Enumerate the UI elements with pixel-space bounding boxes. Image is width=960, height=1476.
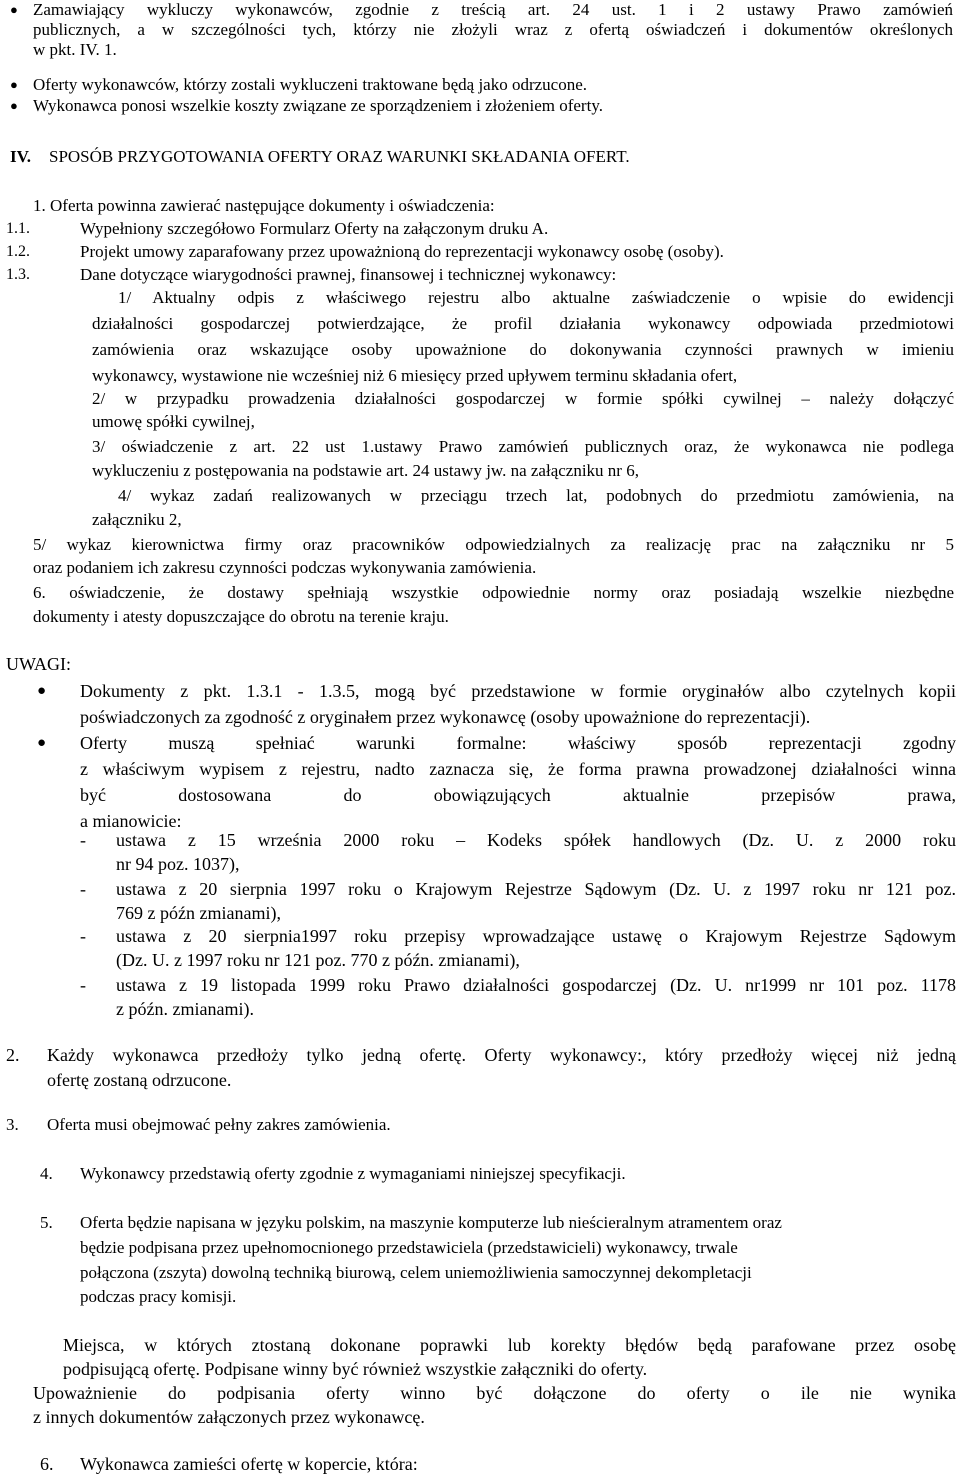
point-number: 4. — [40, 1164, 53, 1183]
uwagi-heading: UWAGI: — [6, 654, 71, 674]
text-line: ustawa z 20 sierpnia1997 roku przepisy wprowadzające ustawę o Krajowym Rejestrze Sądowym — [116, 926, 956, 946]
point-number: 3. — [6, 1115, 19, 1134]
text-line: ustawa z 15 września 2000 roku – Kodeks spółek handlowych (Dz. U. z 2000 roku — [116, 830, 956, 850]
item-text: Dane dotyczące wiarygodności prawnej, finansowej i technicznej wykonawcy: — [80, 265, 617, 284]
subitem-line: 3/ oświadczenie z art. 22 ust 1.ustawy Prawo zamówień publicznych oraz, że wykonawca nie podlega — [92, 437, 954, 456]
bullet-dot: ● — [10, 98, 18, 113]
subitem-line: zamówienia oraz wskazujące osoby upoważnione do dokonywania czynności prawnych w imieniu — [92, 340, 954, 359]
text-line: Upoważnienie do podpisania oferty winno być dołączone do oferty o ile nie wynika — [33, 1383, 956, 1403]
text-line: Oferta musi obejmować pełny zakres zamówienia. — [47, 1115, 391, 1134]
section-title: SPOSÓB PRZYGOTOWANIA OFERTY ORAZ WARUNKI SKŁADANIA OFERT. — [49, 147, 630, 166]
text-line: być dostosowana do obowiązujących aktualnie przepisów prawa, — [80, 785, 956, 805]
dash-marker: - — [80, 975, 86, 995]
text-line: ofertę zostaną odrzucone. — [47, 1070, 232, 1090]
text-line: z innych dokumentów załączonych przez wykonawcę. — [33, 1407, 425, 1427]
bullet-dot: ● — [10, 2, 18, 17]
text-line: Oferty wykonawców, którzy zostali wykluczeni traktowane będą jako odrzucone. — [33, 75, 588, 94]
bullet-dot: ● — [10, 77, 18, 92]
dash-marker: - — [80, 926, 86, 946]
text-line: Wykonawca ponosi wszelkie koszty związane ze sporządzeniem i złożeniem oferty. — [33, 96, 603, 115]
text-line: połączona (zszyta) dowolną techniką biurową, celem uniemożliwienia samoczynnej dekompletacji — [80, 1263, 752, 1282]
subitem-line: 5/ wykaz kierownictwa firmy oraz pracowników odpowiedzialnych za realizację prac na załączniku nr 5 — [33, 535, 954, 554]
subitem-line: oraz podaniem ich zakresu czynności podczas wykonywania zamówienia. — [33, 558, 537, 577]
point-number: 2. — [6, 1045, 20, 1065]
dash-marker: - — [80, 879, 86, 899]
text-line: Zamawiający wykluczy wykonawców, zgodnie z treścią art. 24 ust. 1 i 2 ustawy Prawo zamówień — [33, 0, 953, 19]
item-number: 1.2. — [6, 243, 30, 260]
text-line: podczas pracy komisji. — [80, 1287, 237, 1306]
text-line: Miejsca, w których ztostaną dokonane poprawki lub korekty błędów będą parafowane przez osobę — [63, 1335, 956, 1355]
text-line: w pkt. IV. 1. — [33, 40, 117, 59]
text-line: ustawa z 19 listopada 1999 roku Prawo działalności gospodarczej (Dz. U. nr1999 nr 101 poz. 1178 — [116, 975, 956, 995]
text-line: Dokumenty z pkt. 1.3.1 - 1.3.5, mogą być przedstawione w formie oryginałów albo czytelnych kopii — [80, 681, 956, 701]
point-intro: 1. Oferta powinna zawierać następujące dokumenty i oświadczenia: — [33, 196, 495, 215]
item-number: 1.3. — [6, 266, 30, 283]
text-line: nr 94 poz. 1037), — [116, 854, 240, 874]
subitem-line: wykonawcy, wystawione nie wcześniej niż 6 miesięcy przed upływem terminu składania ofert, — [92, 366, 738, 385]
text-line: Wykonawca zamieści ofertę w kopercie, która: — [80, 1454, 418, 1474]
text-line: Wykonawcy przedstawią oferty zgodnie z wymaganiami niniejszej specyfikacji. — [80, 1164, 626, 1183]
text-line: a mianowicie: — [80, 811, 182, 831]
item-text: Wypełniony szczegółowo Formularz Oferty na załączonym druku A. — [80, 219, 549, 238]
text-line: Oferty muszą spełniać warunki formalne: właściwy sposób reprezentacji zgodny — [80, 733, 956, 753]
text-line: ustawa z 20 sierpnia 1997 roku o Krajowym Rejestrze Sądowym (Dz. U. z 1997 roku nr 121 poz. — [116, 879, 956, 899]
bullet-dot: ● — [37, 683, 47, 699]
subitem-line: działalności gospodarczej potwierdzające, że profil działania wykonawcy odpowiada przedmiotowi — [92, 314, 954, 333]
section-number: IV. — [10, 147, 31, 166]
subitem-line: 2/ w przypadku prowadzenia działalności gospodarczej w formie spółki cywilnej – należy dołączyć — [92, 389, 954, 408]
text-line: publicznych, a w szczególności tych, którzy nie złożyli wraz z ofertą oświadczeń i dokumentów określonych — [33, 20, 953, 39]
item-text: Projekt umowy zaparafowany przez upoważnioną do reprezentacji wykonawcy osobę (osoby). — [80, 242, 724, 261]
subitem-line: dokumenty i atesty dopuszczające do obrotu na terenie kraju. — [33, 607, 449, 626]
text-line: będzie podpisana przez upełnomocnionego przedstawiciela (przedstawicieli) wykonawcy, trwale — [80, 1238, 738, 1257]
subitem-line: 4/ wykaz zadań realizowanych w przeciągu trzech lat, podobnych do przedmiotu zamówienia, na — [118, 486, 954, 505]
section-heading — [10, 147, 31, 167]
text-line: (Dz. U. z 1997 roku nr 121 poz. 770 z późn. zmianami), — [116, 950, 520, 970]
text-line: Oferta będzie napisana w języku polskim, na maszynie komputerze lub nieścieralnym atramentem oraz — [80, 1213, 782, 1232]
text-line: podpisującą ofertę. Podpisane winny być również wszystkie załączniki do oferty. — [63, 1359, 648, 1379]
subitem-line: 6. oświadczenie, że dostawy spełniają wszystkie odpowiednie normy oraz posiadają wszelkie niezbędne — [33, 583, 954, 602]
subitem-line: wykluczeniu z postępowania na podstawie art. 24 ustawy jw. na załączniku nr 6, — [92, 461, 639, 480]
text-line: z późn. zmianami). — [116, 999, 254, 1019]
text-line: 769 z późn zmianami), — [116, 903, 281, 923]
item-number: 1.1. — [6, 220, 30, 237]
point-number: 6. — [40, 1454, 54, 1474]
subitem-line: 1/ Aktualny odpis z właściwego rejestru albo aktualne zaświadczenie o wpisie do ewidencji — [118, 288, 954, 307]
subitem-line: umowę spółki cywilnej, — [92, 412, 255, 431]
bullet-dot: ● — [37, 735, 47, 751]
text-line: Każdy wykonawca przedłoży tylko jedną ofertę. Oferty wykonawcy:, który przedłoży więcej niż jedną — [47, 1045, 956, 1065]
text-line: z właściwym wypisem z rejestru, nadto zaznacza się, że forma prawna prowadzonej działalności winna — [80, 759, 956, 779]
point-number: 5. — [40, 1213, 53, 1232]
dash-marker: - — [80, 830, 86, 850]
text-line: poświadczonych za zgodność z oryginałem przez wykonawcę (osoby upoważnione do reprezentacji). — [80, 707, 811, 727]
subitem-line: załączniku 2, — [92, 510, 182, 529]
